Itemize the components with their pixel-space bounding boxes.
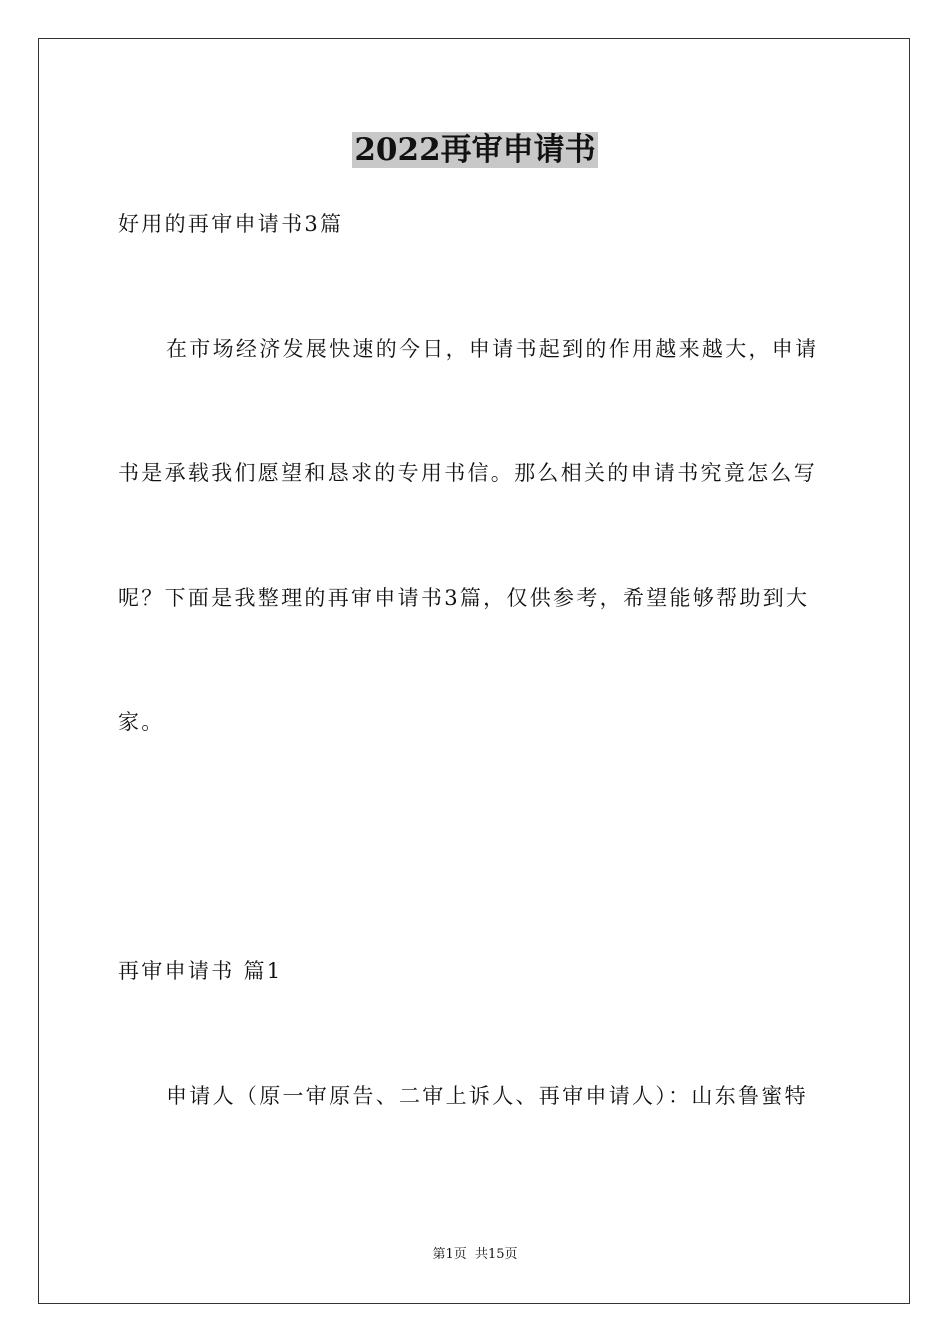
paragraph-line: 申请人（原一审原告、二审上诉人、再审申请人）：山东鲁蜜特 [166,1084,808,1108]
paragraph-line: 在市场经济发展快速的今日，申请书起到的作用越来越大，申请 [166,337,819,361]
paragraph-line: 呢？下面是我整理的再审申请书3篇，仅供参考，希望能够帮助到大 [118,586,810,610]
document-subtitle: 好用的再审申请书3篇 [118,212,344,236]
paragraph-line: 家。 [118,710,165,734]
paragraph-line: 书是承载我们愿望和恳求的专用书信。那么相关的申请书究竟怎么写 [118,461,817,485]
page-number-footer: 第1页 共15页 [432,1247,518,1262]
section-heading: 再审申请书 篇1 [118,959,283,983]
document-title [0,126,950,174]
document-title-text: 2022再审申请书 [354,132,596,168]
